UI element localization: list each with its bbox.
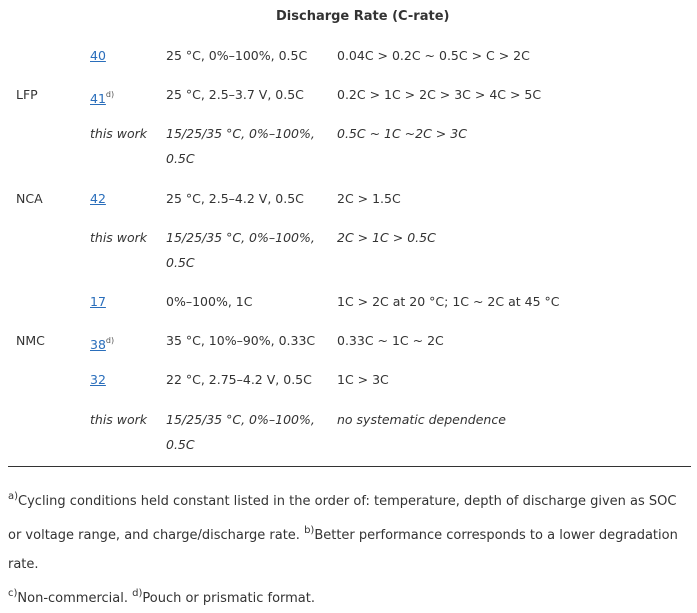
table-bottom-rule	[8, 466, 691, 467]
reference-link-17[interactable]: 17	[90, 294, 106, 309]
conditions-cell: 25 °C, 0%–100%, 0.5C	[166, 48, 308, 63]
footnote-b-marker: b)	[304, 525, 315, 536]
rate-cell: 0.2C > 1C > 2C > 3C > 4C > 5C	[337, 87, 542, 102]
footnote-marker: d)	[105, 90, 115, 99]
conditions-cell: 15/25/35 °C, 0%–100%,	[166, 230, 315, 245]
rate-cell: 0.04C > 0.2C ~ 0.5C > C > 2C	[337, 48, 530, 63]
rate-cell: 2C > 1.5C	[337, 191, 401, 206]
conditions-cell: 0%–100%, 1C	[166, 294, 253, 309]
conditions-cell-continued: 0.5C	[166, 255, 195, 270]
rate-cell: 2C > 1C > 0.5C	[337, 230, 436, 245]
this-work-label: this work	[90, 412, 148, 427]
rate-cell: 0.33C ~ 1C ~ 2C	[337, 333, 444, 348]
footnote-a-marker: a)	[8, 491, 19, 502]
conditions-cell: 22 °C, 2.75–4.2 V, 0.5C	[166, 372, 312, 387]
rate-cell: 1C > 3C	[337, 372, 389, 387]
conditions-cell-continued: 0.5C	[166, 437, 195, 452]
conditions-cell-continued: 0.5C	[166, 151, 195, 166]
conditions-cell: 15/25/35 °C, 0%–100%,	[166, 412, 315, 427]
chemistry-label-nmc: NMC	[16, 333, 45, 348]
this-work-label: this work	[90, 230, 148, 245]
footnote-marker: d)	[105, 336, 115, 345]
footnote-b-text: Better performance corresponds to a lower degradation rate.	[8, 528, 678, 572]
chemistry-label-lfp: LFP	[16, 87, 38, 102]
footnote-d-marker: d)	[132, 588, 143, 599]
table-row-ref[interactable]	[90, 186, 106, 211]
table-row-ref[interactable]	[90, 82, 114, 111]
rate-cell: no systematic dependence	[337, 412, 506, 427]
rate-cell: 0.5C ~ 1C ~2C > 3C	[337, 126, 467, 141]
footnote-c-marker: c)	[8, 588, 18, 599]
this-work-label: this work	[90, 126, 148, 141]
reference-link-42[interactable]: 42	[90, 191, 106, 206]
reference-link-41[interactable]: 41	[90, 91, 106, 106]
column-header-discharge-rate: Discharge Rate (C-rate)	[276, 9, 450, 24]
footnote-a-text: Cycling conditions held constant listed in the order of: temperature, depth of discharge given as SOC or voltage range, and charge/discharge rate.	[8, 494, 677, 543]
table-row-ref[interactable]	[90, 289, 106, 314]
table-row-ref[interactable]	[90, 328, 114, 357]
table-row-ref[interactable]	[90, 367, 106, 392]
conditions-cell: 25 °C, 2.5–3.7 V, 0.5C	[166, 87, 304, 102]
reference-link-32[interactable]: 32	[90, 372, 106, 387]
reference-link-38[interactable]: 38	[90, 337, 106, 352]
conditions-cell: 35 °C, 10%–90%, 0.33C	[166, 333, 316, 348]
conditions-cell: 15/25/35 °C, 0%–100%,	[166, 126, 315, 141]
table-footnotes	[8, 482, 691, 613]
chemistry-label-nca: NCA	[16, 191, 43, 206]
table-row-ref[interactable]	[90, 43, 106, 68]
footnote-c-text: Non-commercial.	[17, 591, 128, 606]
footnote-d-text: Pouch or prismatic format.	[142, 591, 315, 606]
conditions-cell: 25 °C, 2.5–4.2 V, 0.5C	[166, 191, 304, 206]
rate-cell: 1C > 2C at 20 °C; 1C ~ 2C at 45 °C	[337, 294, 560, 309]
reference-link-40[interactable]: 40	[90, 48, 106, 63]
